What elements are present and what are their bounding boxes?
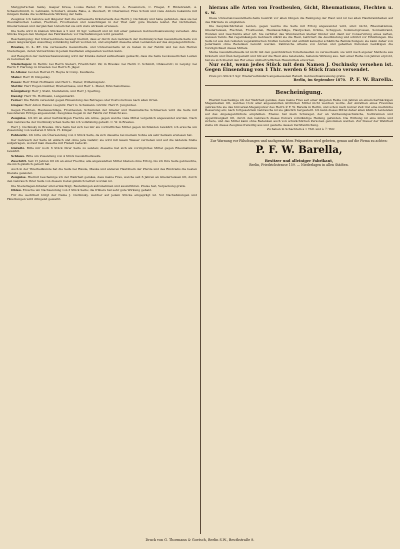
entry-text: Marggraf'schen Seife), Gaspar Kruse, Louise Bader, Fr. Duschöck, A. Rosenstock, C. Fliegel, F. Hildebrandt, A. Schaarschmidt, G. Lehmann, Schubert, Amalie Rabe, A. Pauckert, W. Oberlenner, Frau Schulz und viele Andere bekannte mit innigem Danke die wohlthuende Wirkung der Seife. bbox=[7, 5, 197, 17]
entry-text: Bitte mir noch 6 Stück Ihrer Seife zu senden; dieselbe hat sich als vorzügliches Mittel gegen Rheumatismus bewährt. bbox=[7, 145, 198, 154]
entry-lead: Königsberg: bbox=[11, 89, 31, 93]
advert-sub: Besitzer und alleiniger Fabrikant, bbox=[264, 158, 334, 163]
left-entry bbox=[7, 160, 197, 167]
entry-text: Die Fabrik versendet gegen Einsendung des Betrages oder Postvorschuss nach allen Orten. bbox=[23, 98, 159, 103]
left-entry bbox=[7, 168, 197, 175]
signoff-name: P. F. W. Barella. bbox=[349, 77, 393, 84]
entry-text: Herr W. Dingeldey. bbox=[22, 74, 51, 79]
advert-box bbox=[205, 136, 393, 167]
entry-lead: Zeugniss. bbox=[11, 116, 27, 121]
signoff bbox=[205, 79, 393, 83]
right-intro-line-2: Diese Universal-Gesundheits-Seife bewirkt vor allen Dingen die Reinigung der Haut und ist bei allen Hautkrankheiten auf das Wärmste zu empfehlen. bbox=[205, 16, 393, 24]
entry-lead: Pohlewitz. bbox=[11, 132, 28, 137]
price-lines: Preis pro Stück 5 Sgr. Wiederverkäufern angemessenen Rabatt. Gebrauchsanweisung gratis. bbox=[209, 73, 346, 78]
entry-text: Herr Ernst Hoffmann und Herr L. Weber, Wilhelmsplatz. bbox=[22, 79, 106, 84]
left-entry bbox=[7, 6, 197, 17]
entry-text: Bescheinigung: Der Unterzeichnete bezeugt hiermit, dass er durch den Gebrauch der Oschinsky'schen Gesundheits-Seife von einem langwierigen Ausschlag vollständig befreit worden ist, und empfiehlt dieselbe allen Leidenden auf das Angelegentlichste. bbox=[7, 36, 197, 45]
entry-lead: Danzig: bbox=[11, 93, 24, 98]
entry-lead: Zeugniss. bbox=[11, 175, 27, 180]
entry-text: Die verbesserte Gesundheits- und Universal-Seife ist zu haben in der Fabrik und bei den Herren Niederlagen, deren Verzeichniss in jedem Kaufladen eingesehen werden kann. bbox=[7, 45, 198, 53]
left-entry bbox=[7, 147, 197, 154]
section-rule bbox=[205, 85, 393, 86]
entry-text: Bitte um Zusendung von 4 Stück Gesundheitsseife. bbox=[26, 154, 102, 159]
entry-text: Herr Th. Hoffmann, Langenmarkt. bbox=[24, 93, 75, 98]
left-entry bbox=[7, 63, 197, 70]
left-entry bbox=[7, 18, 197, 29]
entry-lead: Niederlagen: bbox=[11, 61, 32, 66]
bold-notice: Nur echt, wenn jedes Stück mit dem Namen J. Oschinsky versehen ist. Gegen Einsendung von 1 Thlr. werden 6 Stück franco versendet. bbox=[205, 63, 393, 74]
entry-text: Zeugniss: Ich benutze seit längerer Zeit die verbesserte Kräuterseife des Herrn J. Oschinsky und habe gefunden, dass sie bei rheumatischen Leiden, Flechten, Frostbeulen und Ausschlägen in der That sehr gute Dienste leistet. Bei Gichtleiden, Gliederreissen und dergleichen Uebeln hat sie sich stets wirksam erwiesen. bbox=[7, 16, 197, 28]
entry-lead: Posen: bbox=[11, 79, 22, 84]
entry-text: bei den Herren H. Heyne & Comp. Kaufleute. bbox=[28, 70, 95, 75]
right-intro-line-1: hieraus alle Arten von Frostbeulen, Gicht, Rheumatismus, Flechten u. s. w. bbox=[205, 6, 393, 16]
entry-text: Ersuche um Nachsendung von 3 Stück Seife; die frühere hat sehr gute Wirkung gehabt. bbox=[22, 188, 153, 193]
entry-text: In Berlin: bei Herrn Siebert, Friedrichstr. 99; in Breslau: bei Herrn C. Schmidt, Ohlauerstr.; in Leipzig: bei Herrn F. Hartung; in Dresden: bei Herrn R. Jäger. bbox=[7, 61, 198, 70]
right-body-2: Meine Gesundheitsseife ist nicht mit den gewöhnlichen Toilettenseifen zu verwechseln; sie wird nach eigener Methode aus Kräutern und Ölen hergestellt und übt auf die Haut eine belebende, heilende Wirkung aus. Seit einer Reihe von Jahren erprobt, hat sie sich überall den Ruf eines unübertrefflichen Hausmittels erworben. bbox=[205, 50, 393, 62]
entry-text: Die Seife wird in kleinen Stücken à 5 und 10 Sgr. verkauft und ist mit einer genauen Gebrauchsanweisung versehen. Alle Stücke tragen den Stempel des Fabrikanten; vor Nachahmungen wird gewarnt. bbox=[7, 28, 197, 37]
cert-title: Bescheinigung. bbox=[275, 89, 323, 96]
entry-lead: Stettin: bbox=[11, 84, 24, 89]
entry-text: Der Gebrauch der Seife ist einfach und ohne jede Gefahr; sie wird mit lauem Wasser verrieben und auf die leidende Stelle aufgetragen, worauf man dieselbe mit Flanell bedeckt. bbox=[7, 137, 197, 146]
left-entry bbox=[7, 109, 197, 116]
cert-text: Hiermit bescheinige ich der Wahrheit gemäss, dass meine Frau seit einer längeren Reihe von Jahren an einem hartnäckigen Magenleiden litt, welches trotz aller angewandten ärztlichen Mittel nicht weichen wollte. Auf Anrathen eines Freundes gebrauchte sie das Universal-Magenpulver des Herrn P. F. W. Barella in Berlin, und schon nach kurzer Zeit trat eine merkliche Besserung ein; nach fortgesetztem Gebrauche ist sie gänzlich hergestellt. Ich kann dieses Mittel daher allen ähnlich Leidenden auf das Angelegentlichste empfehlen. Ebenso hat mein Schwager, der an Verdauungsschwäche, Sodbrennen und Appetitlosigkeit litt, durch den Gebrauch dieses Pulvers vollständige Heilung gefunden. Die Wirkung ist eine milde und sichere, und das Mittel kann ohne Bedenken auch von schwächlichen Personen genommen werden. Zur Steuer der Wahrheit stelle ich dieses Zeugniss freiwillig aus und gestatte dessen Veröffentlichung. bbox=[205, 97, 393, 127]
entry-text: Herr J. Stahl, Steindamm, und Herr J. Sperling. bbox=[31, 89, 101, 93]
signoff-city: Berlin, im September 1870. bbox=[293, 78, 347, 83]
left-entry bbox=[7, 117, 197, 124]
left-entry bbox=[7, 194, 197, 201]
page-footer: Druck von G. Thormann & Goetsch, Berlin S.W., Beuthstraße 8. bbox=[145, 538, 255, 542]
entry-text: Herr J. Oschinsky in Breslau. Ihre Seife hat sich bei mir als vortreffliches Mittel gegen Gichtleiden bewährt; ich ersuche um Zusendung von weiteren 6 Stück. H. Kräger. bbox=[7, 124, 197, 133]
entry-text: Die Niederlagen-Inhaber sind ermächtigt, Bestellungen aufzunehmen und auszuführen. Preise fest, Verpackung gratis. bbox=[11, 183, 186, 188]
left-entry bbox=[7, 139, 197, 146]
entry-text: Ich bitte um Übersendung von 2 Stück Seife, da sich dieselbe bei meinem Sohne als sehr heilsam erwiesen hat. bbox=[28, 132, 193, 137]
advert-address: Berlin, Friedrichstrasse 159. — Niederlagen in allen Städten. bbox=[249, 163, 349, 168]
advert-brand: P. F. W. Barella, bbox=[255, 144, 343, 156]
entry-text: Auch in der Thierheilkunde hat die Seife bei Räude, Mauke und anderen Hautübeln der Pferde und des Rindviehs die besten Dienste geleistet. bbox=[7, 167, 197, 175]
left-entry bbox=[7, 46, 197, 53]
entry-text: Gegen Flechten, Hautausschläge, Frostbeulen, Schwinden der Glieder und rheumatische Schmerzen wird die Seife mit besonderem Erfolge angewendet; Zeugnisse liegen in der Fabrik zur Einsicht aus. bbox=[7, 107, 197, 116]
entry-text: Herr Eugen Gunther, Breitestrasse, und Herr L. Meier, Mönchenstrasse. bbox=[24, 84, 131, 89]
entry-lead: Gleiwitz. bbox=[11, 145, 26, 150]
entry-lead: Ferner: bbox=[11, 98, 23, 103]
right-column bbox=[205, 6, 393, 167]
left-entry bbox=[7, 38, 197, 45]
entry-text: Ich litt an einer hartnäckigen Flechte am Arme, gegen welche viele Mittel vergeblich angewendet wurden. Nach dem Gebrauche der Oschinsky'schen Seife bin ich vollständig geheilt. C. W. in Breslau. bbox=[7, 116, 198, 124]
left-entry bbox=[7, 176, 197, 183]
entry-text: Herr Anton Welzel. Liegnitz: Herr G. Schumann. Görlitz: Herr E. Jungnickel. bbox=[24, 103, 137, 108]
column-divider bbox=[200, 6, 201, 534]
entry-lead: Zuschrift. bbox=[11, 158, 27, 163]
left-column bbox=[7, 6, 197, 202]
entry-lead: Ohlau. bbox=[11, 188, 22, 193]
entry-text: Auf Rezeption der Gebrauchsanweisung wird der Kranke darauf aufmerksam gemacht, dass die Seife bei äusserlichen Leiden zu benutzen ist. bbox=[7, 53, 197, 62]
entry-text: Seit 15 Jahren litt ich an einer Flechte; alle angewandten Mittel blieben ohne Erfolg, bis ich Ihre Seife gebrauchte, die mich gänzlich geheilt hat. bbox=[7, 158, 197, 167]
left-entry bbox=[7, 126, 197, 133]
entry-lead: Mainz: bbox=[11, 74, 22, 79]
entry-text: Für die Aechtheit bürgt der Name J. Oschinsky, welcher auf jedem Stücke eingeprägt ist. Vor Nachahmungen und Fälschungen wird dringend gewarnt. bbox=[7, 193, 197, 201]
entry-lead: Schlawe. bbox=[11, 154, 26, 159]
entry-text: Hiermit bescheinige ich der Wahrheit gemäss, dass meine Frau, welche seit 6 Jahren an Gliederreissen litt, durch den Gebrauch Ihrer Seife von diesem Uebel gänzlich befreit worden ist. bbox=[7, 175, 198, 183]
advert-pre: Zur Warnung vor Fälschungen und nachgemachten Präparaten wird gebeten, genau auf die Firma zu achten: bbox=[210, 138, 388, 143]
entry-lead: In Altona: bbox=[11, 70, 28, 75]
entry-lead: Glogau: bbox=[11, 103, 24, 108]
entry-lead: Breslau, C. L. 67. bbox=[11, 45, 42, 50]
right-body: Die hauptsächlichsten Leiden, gegen welche die Seife mit Erfolg angewendet wird, sind: Gicht, Rheumatismus, Gliederreissen, Flechten, Frostbeulen, Hautausschläge, Hautjucken, Krätze, Schuppen, Sommersprossen, Sonnenbrand, Wunden und Geschwüre aller Art. Sie verhütet das Wundwerden kleiner Kinder und dient zur Conservirung eines zarten, weissen Teints. Bei regelmässigem Gebrauch stärkt sie die Haut, befördert die Ausdünstung und schützt vor Erkältungen. Die Seife ist aus den reinsten vegetabilischen Stoffen bereitet und enthält keinerlei schädliche Beimischungen; sie kann daher von Jedermann ohne Bedenken benutzt werden. Zahlreiche Atteste von Ärzten und geheilten Personen bestätigen die Vorzüglichkeit dieses Mittels. bbox=[205, 24, 393, 50]
left-entry bbox=[7, 55, 197, 62]
left-entry bbox=[7, 30, 197, 37]
cert-sign: Zu haben in Schachteln à 1 Thlr. und à ½ Thlr. bbox=[266, 127, 336, 132]
